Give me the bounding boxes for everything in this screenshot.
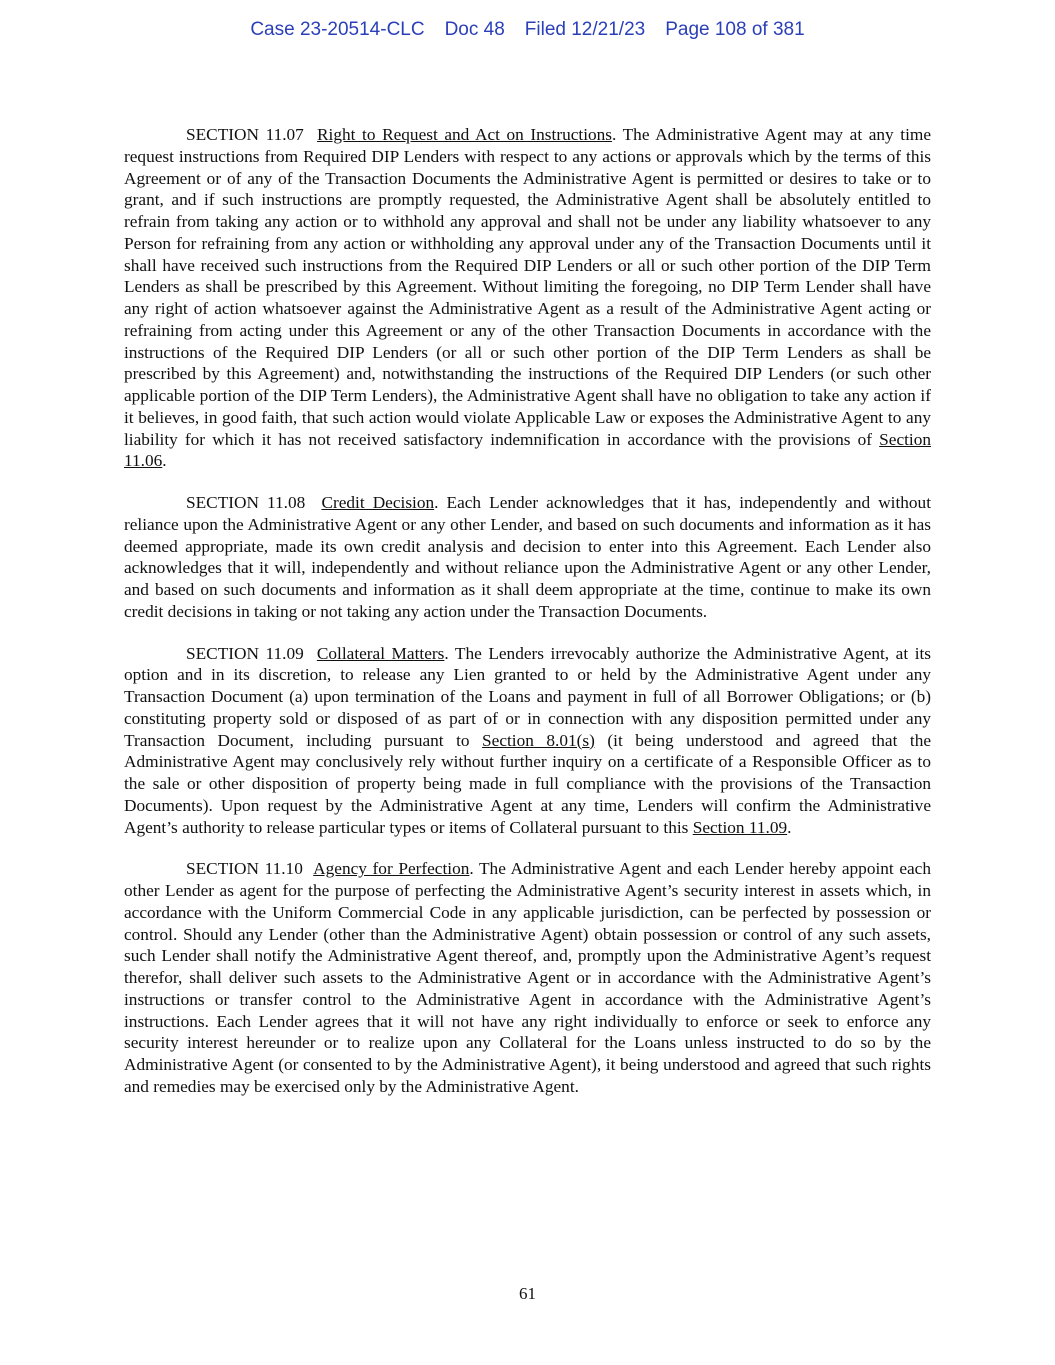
doc-number: Doc 48 bbox=[444, 19, 505, 40]
section-11-08 bbox=[124, 492, 931, 623]
section-11-07: SECTION 11.07 Right to Request and Act on Instructions. The Administrative Agent may at any time request instructions from Required DIP Lenders with respect to any actions or approvals which by the terms of this Agreement or of any of the Transaction Documents the Administrative Agent is permitted or desires to take or to grant, and if such instructions are promptly requested, the Administrative Agent shall be absolutely entitled to refrain from taking any action or to withhold any approval and shall not be under any liability whatsoever to any Person for refraining from any action or withholding any approval under any of the Transaction Documents until it shall have received such instructions from the Required DIP Lenders or all or such other portion of the DIP Term Lenders as shall be prescribed by this Agreement. Without limiting the foregoing, no DIP Term Lender shall have any right of action whatsoever against the Administrative Agent as a result of the Administrative Agent acting or refraining from acting under this Agreement or any of the other Transaction Documents in accordance with the instructions of the Required DIP Lenders (or all or such other portion of the DIP Term Lenders as shall be prescribed by this Agreement) and, notwithstanding the instructions of the Required DIP Lenders (or such other applicable portion of the DIP Term Lenders), the Administrative Agent shall have no obligation to take any action if it believes, in good faith, that such action would violate Applicable Law or exposes the Administrative Agent to any liability for which it has not received satisfactory indemnification in accordance with the provisions of Section 11.06. bbox=[124, 125, 932, 471]
court-filing-header bbox=[0, 19, 1055, 41]
section-11-09: SECTION 11.09 Collateral Matters. The Lenders irrevocably authorize the Administrative Agent, at its option and in its discretion, to release any Lien granted to or held by the Administrative Agent under any Transaction Document (a) upon termination of the Loans and payment in full of all Borrower Obligations; or (b) constituting property sold or disposed of as part of or in connection with any disposition permitted under any Transaction Document, including pursuant to Section 8.01(s) (it being understood and agreed that the Administrative Agent may conclusively rely without further inquiry on a certificate of a Responsible Officer as to the sale or other disposition of property being made in full compliance with the provisions of the Transaction Documents). Upon request by the Administrative Agent at any time, Lenders will confirm the Administrative Agent’s authority to release particular types or items of Collateral pursuant to this Section 11.09. bbox=[124, 643, 932, 837]
section-number: SECTION 11.09 bbox=[186, 643, 304, 663]
section-title: Right to Request and Act on Instructions bbox=[317, 125, 613, 144]
section-text: (it being understood and agreed that the Administrative Agent may conclusively rely without further inquiry on a certificate of a Responsible Officer as to the sale or other disposition of property being made in full compliance with the provisions of the Transaction Documents). Upon request by the Administrative Agent at any time, Lenders will confirm the Administrative Agent’s authority to release particular types or items of Collateral pursuant to this bbox=[124, 730, 931, 837]
section-11-10 bbox=[124, 858, 931, 1097]
filed-date: Filed 12/21/23 bbox=[524, 19, 646, 40]
section-text: . Each Lender acknowledges that it has, independently and without reliance upon the Administrative Agent or any other Lender, and based on such documents and information as it has deemed appropriate, made its own credit analysis and decision to enter into this Agreement. Each Lender also acknowledges that it will, independently and without reliance upon the Administrative Agent or any other Lender, and based on such documents and information as it shall deem appropriate at the time, continue to make its own credit decisions in taking or not taking any action under the Transaction Documents. bbox=[124, 493, 932, 621]
case-number: Case 23-20514-CLC bbox=[250, 19, 425, 40]
section-title: Collateral Matters bbox=[316, 643, 445, 663]
section-number: SECTION 11.08 bbox=[186, 493, 306, 512]
document-body bbox=[124, 124, 931, 1118]
section-text: . The Administrative Agent and each Lender hereby appoint each other Lender as agent for the purpose of perfecting the Administrative Agent’s security interest in assets which, in accordance with the Uniform Commercial Code in any applicable jurisdiction, can be perfected by possession or control. Should any Lender (other than the Administrative Agent) obtain possession or control of any such assets, such Lender shall notify the Administrative Agent thereof, and, promptly upon the Administrative Agent’s request therefor, shall deliver such assets to the Administrative Agent or in accordance with the Administrative Agent’s instructions or transfer control to the Administrative Agent in accordance with the Administrative Agent’s instructions. Each Lender agrees that it will not have any right individually to enforce or seek to enforce any security interest hereunder or to realize upon any Collateral for the Loans unless instructed to do so by the Administrative Agent (or consented to by the Administrative Agent), it being understood and agreed that such rights and remedies may be exercised only by the Administrative Agent. bbox=[124, 859, 931, 1096]
section-reference: Section 11.09 bbox=[692, 817, 788, 837]
section-reference: Section 11.06 bbox=[124, 429, 931, 471]
section-text: . The Administrative Agent may at any time request instructions from Required DIP Lenders with respect to any actions or approvals which by the terms of this Agreement or of any of the Transaction Documents the Administrative Agent is permitted or desires to take or to grant, and if such instructions are promptly requested, the Administrative Agent shall be absolutely entitled to refrain from taking any action or to withhold any approval and shall not be under any liability whatsoever to any Person for refraining from any action or withholding any approval under any of the Transaction Documents until it shall have received such instructions from the Required DIP Lenders or all or such other portion of the DIP Term Lenders as shall be prescribed by this Agreement. Without limiting the foregoing, no DIP Term Lender shall have any right of action whatsoever against the Administrative Agent as a result of the Administrative Agent acting or refraining from acting under this Agreement or any of the other Transaction Documents in accordance with the instructions of the Required DIP Lenders (or all or such other portion of the DIP Term Lenders as shall be prescribed by this Agreement) and, notwithstanding the instructions of the Required DIP Lenders (or such other applicable portion of the DIP Term Lenders), the Administrative Agent shall have no obligation to take any action if it believes, in good faith, that such action would violate Applicable Law or exposes the Administrative Agent to any liability for which it has not received satisfactory indemnification in accordance with the provisions of bbox=[124, 125, 932, 449]
page-of-total: Page 108 of 381 bbox=[665, 19, 805, 40]
section-text: . The Lenders irrevocably authorize the Administrative Agent, at its option and in its discretion, to release any Lien granted to or held by the Administrative Agent under any Transaction Document (a) upon termination of the Loans and payment in full of all Borrower Obligations; or (b) constituting property sold or disposed of as part of or in connection with any disposition permitted under any Transaction Document, including pursuant to bbox=[124, 643, 932, 750]
section-title: Credit Decision bbox=[321, 493, 435, 512]
section-title: Agency for Perfection bbox=[313, 859, 470, 879]
section-reference: Section 8.01(s) bbox=[482, 730, 595, 750]
page-number: 61 bbox=[519, 1284, 536, 1303]
section-number: SECTION 11.07 bbox=[186, 125, 304, 144]
section-number: SECTION 11.10 bbox=[186, 859, 303, 879]
